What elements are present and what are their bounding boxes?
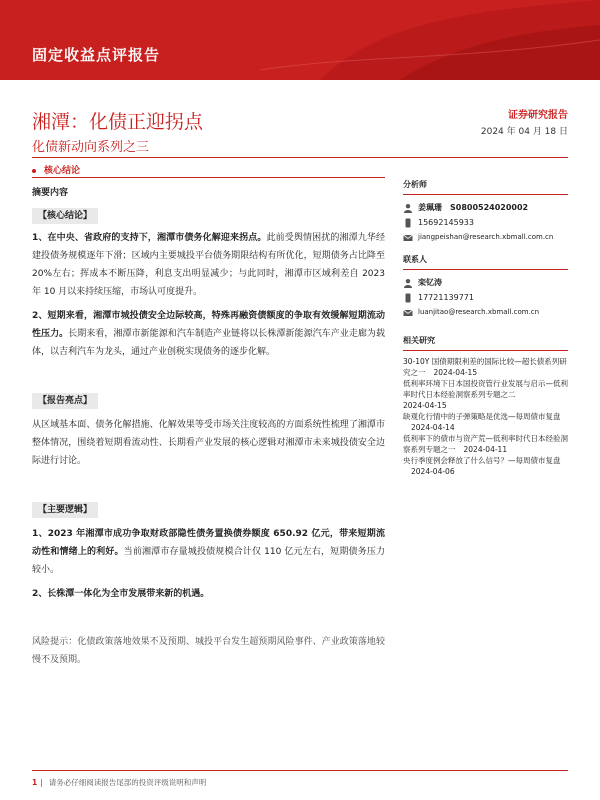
header-banner [0, 0, 600, 80]
report-date: 2024 年 04 月 18 日 [480, 127, 568, 137]
contact-name-row [403, 275, 568, 290]
footer-disclaimer: 请务必仔细阅读报告尾部的投资评级说明和声明 [48, 778, 207, 787]
related-list [403, 356, 568, 477]
email-icon [403, 233, 413, 243]
person-avatar-icon [403, 278, 413, 288]
analyst-name: 姜珮珊 [418, 203, 442, 212]
person-avatar-icon [403, 203, 413, 213]
paragraph-text: 此前受舆情困扰的湘潭九华经建投债务规模逐年下滑；区域内主要城投平台债务期限结构有所优化，短期债务占比降至20%左右；挥成本不断压降，利息支出明显减少；与此同时，湘潭市区域利差自 2023 年 10 月以来持续压缩，市场认可度提升。 [32, 233, 385, 297]
phone-icon [403, 218, 413, 228]
related-heading: 相关研究 [403, 334, 568, 351]
highlights-section [32, 392, 385, 470]
contact-email-row [403, 305, 568, 320]
related-title: 缺观化行情中的子弹策略是优选—每周债市复盘 [403, 412, 561, 421]
section-label: 【核心结论】 [32, 208, 98, 224]
paragraph-text: 当前湘潭市存量城投债规模合计仅 110 亿元左右，短期债务压力较小。 [32, 547, 385, 575]
related-title: 低利率下的债市与资产荒—低利率时代日本经验洞察系列专题之一 [403, 434, 568, 454]
bullet-dot-icon [32, 169, 36, 173]
related-date: 2024-04-15 [433, 368, 478, 377]
divider [32, 177, 385, 178]
contact-email[interactable]: luanjitao@research.xbmall.com.cn [418, 308, 540, 316]
core-tag [32, 163, 80, 176]
footer-divider [32, 770, 568, 771]
analyst-email[interactable]: jiangpeishan@research.xbmall.com.cn [418, 233, 554, 241]
sidebar [403, 178, 568, 477]
contact-phone: 17721139771 [418, 293, 474, 302]
related-title: 央行季度例会释放了什么信号？—每周债市复盘 [403, 456, 561, 465]
section-label: 【主要逻辑】 [32, 502, 98, 518]
bold-lead: 1、2023 年湘潭市成功争取财政部隐性债务置换债券额度 650.92 亿元，带来短期流动性和情绪上的利好。 [32, 529, 385, 557]
paragraph: 从区域基本面、债务化解措施、化解效果等受市场关注度较高的方面系统性梳理了湘潭市整体情况，围绕着短期看流动性、长期看产业发展的核心逻辑对湘潭市未来城投债安全边际进行讨论。 [32, 420, 385, 466]
related-title: 低利率环境下日本国投资管行业发展与启示—低利率时代日本经验洞察系列专题之二 [403, 379, 568, 399]
analyst-phone-row [403, 215, 568, 230]
related-item[interactable] [403, 411, 568, 433]
bold-lead: 2、短期来看，湘潭市城投债安全边际较高，特殊再融资债额度的争取有效缓解短期流动性压力。 [32, 311, 385, 339]
footer-separator: | [40, 778, 43, 787]
footer [32, 777, 206, 788]
bold-lead: 1、在中央、省政府的支持下，湘潭市债务化解迎来拐点。 [32, 233, 267, 243]
paragraph [32, 525, 385, 579]
risk-warning: 风险提示：化债政策落地效果不及预期、城投平台发生超预期风险事件、产业政策落地较慢不及预期。 [32, 637, 385, 665]
main-content [32, 184, 385, 669]
banner-decoration [260, 0, 600, 80]
page-number: 1 [32, 778, 38, 787]
related-date: 2024-04-15 [403, 401, 447, 410]
email-icon [403, 308, 413, 318]
related-date: 2024-04-14 [411, 423, 455, 432]
related-item[interactable] [403, 378, 568, 411]
contact-heading: 联系人 [403, 253, 568, 270]
summary-heading: 摘要内容 [32, 188, 69, 198]
analyst-heading: 分析师 [403, 178, 568, 195]
analyst-license: S0800524020002 [450, 203, 529, 212]
paragraph [32, 229, 385, 301]
related-date: 2024-04-11 [463, 445, 508, 454]
analyst-name-row [403, 200, 568, 215]
document-subtitle: 化债新动向系列之三 [32, 140, 150, 155]
section-label: 【报告亮点】 [32, 393, 98, 409]
related-item[interactable] [403, 455, 568, 477]
divider [32, 157, 568, 158]
core-section [32, 207, 385, 361]
document-title: 湘潭：化债正迎拐点 [32, 111, 204, 133]
paragraph-text: 长期来看，湘潭市新能源和汽车制造产业链将以长株潭新能源汽车产业走廊为载体，以吉利汽车为龙头，通过产业创税实现债务的逐步化解。 [32, 329, 385, 357]
core-tag-label: 核心结论 [44, 166, 81, 176]
logic-section [32, 501, 385, 603]
related-title: 30-10Y 国债期限利差的国际比较—超长债系列研究之一 [403, 357, 567, 377]
analyst-email-row [403, 230, 568, 245]
banner-title: 固定收益点评报告 [32, 46, 161, 64]
brand-label: 证券研究报告 [508, 110, 568, 121]
paragraph: 2、长株潭一体化为全市发展带来新的机遇。 [32, 589, 210, 599]
contact-phone-row [403, 290, 568, 305]
analyst-phone: 15692145933 [418, 218, 474, 227]
phone-icon [403, 293, 413, 303]
related-item[interactable] [403, 433, 568, 455]
contact-name: 栾钇涛 [418, 278, 442, 287]
related-date: 2024-04-06 [411, 467, 455, 476]
related-item[interactable] [403, 356, 568, 378]
paragraph [32, 307, 385, 361]
